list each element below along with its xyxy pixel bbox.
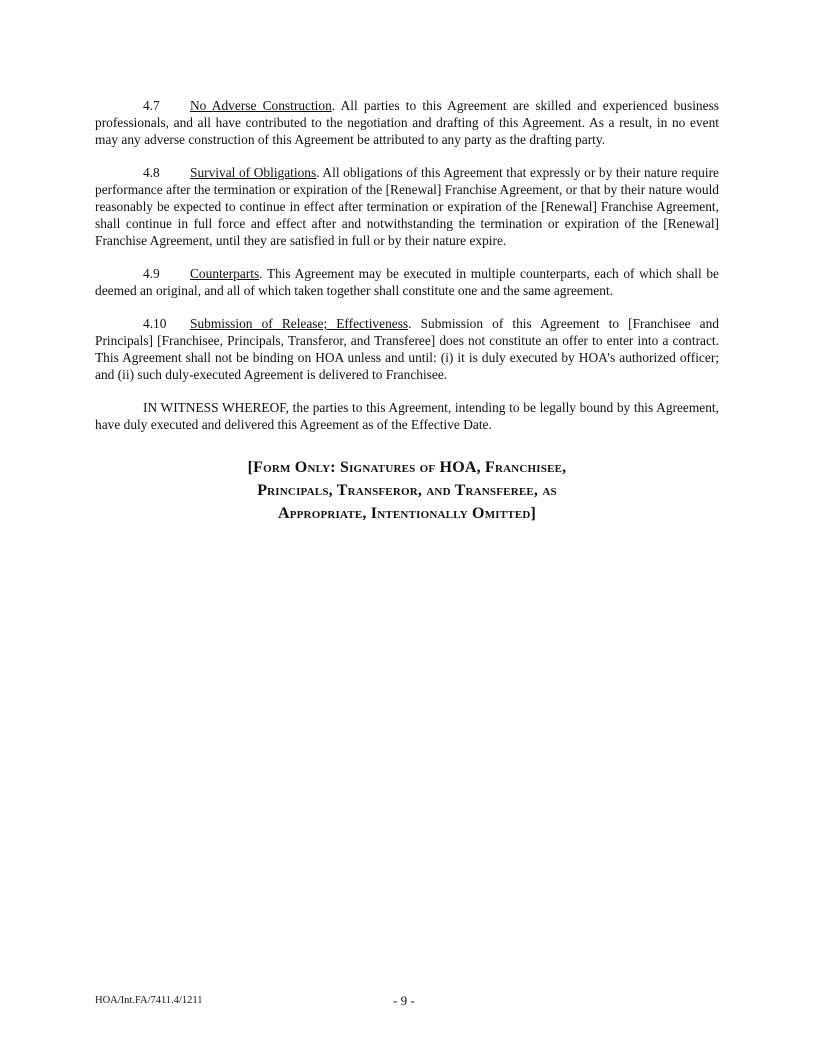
signature-note-line: Appropriate, Intentionally Omitted]: [277, 505, 537, 522]
section-heading: Submission of Release; Effectiveness: [190, 316, 409, 331]
witness-paragraph: IN WITNESS WHEREOF, the parties to this Agreement, intending to be legally bound by this Agreement, have duly executed and delivered this Agreement as of the Effective Date.: [95, 400, 719, 432]
section-4-10: [95, 315, 719, 383]
signature-note-line: [Form Only: Signatures of HOA, Franchisee,: [247, 459, 567, 476]
section-number: 4.9: [143, 266, 160, 281]
section-body: . Submission of this Agreement to [Franchisee and Principals] [Franchisee, Principals, Transferor, and Transferee] does not constitute an offer to enter into a contract. This Agreement shall not be binding on HOA unless and until: (i) it is duly executed by HOA’s authorized officer; and (ii) such duly-executed Agreement is delivered to Franchisee.: [95, 316, 719, 382]
section-body: . This Agreement may be executed in multiple counterparts, each of which shall be deemed an original, and all of which taken together shall constitute one and the same agreement.: [95, 266, 719, 298]
footer-document-id: HOA/Int.FA/7411.4/1211: [95, 995, 203, 1006]
section-heading: No Adverse Construction: [190, 98, 332, 113]
section-4-8: [95, 164, 719, 249]
section-heading: Counterparts: [190, 266, 260, 281]
document-page: [95, 97, 719, 525]
signature-note-line: Principals, Transferor, and Transferee, as: [257, 482, 557, 499]
section-4-9: [95, 265, 719, 299]
section-heading: Survival of Obligations: [190, 165, 317, 180]
section-number: 4.10: [143, 316, 167, 331]
footer-page-number: - 9 -: [393, 993, 415, 1008]
section-body: . All parties to this Agreement are skilled and experienced business professionals, and all have contributed to the negotiation and drafting of this Agreement. As a result, in no event may any adverse construction of this Agreement be attributed to any party as the drafting party.: [95, 98, 719, 147]
section-number: 4.8: [143, 165, 160, 180]
section-number: 4.7: [143, 98, 160, 113]
signature-omitted-note: [95, 456, 719, 525]
section-4-7: [95, 97, 719, 148]
section-body: . All obligations of this Agreement that expressly or by their nature require performance after the termination or expiration of the [Renewal] Franchise Agreement, or that by their nature would reasonably be expected to continue in effect after termination or expiration of the [Renewal] Franchise Agreement, shall continue in full force and effect after and notwithstanding the termination or expiration of the [Renewal] Franchise Agreement, until they are satisfied in full or by their nature expire.: [95, 165, 719, 248]
